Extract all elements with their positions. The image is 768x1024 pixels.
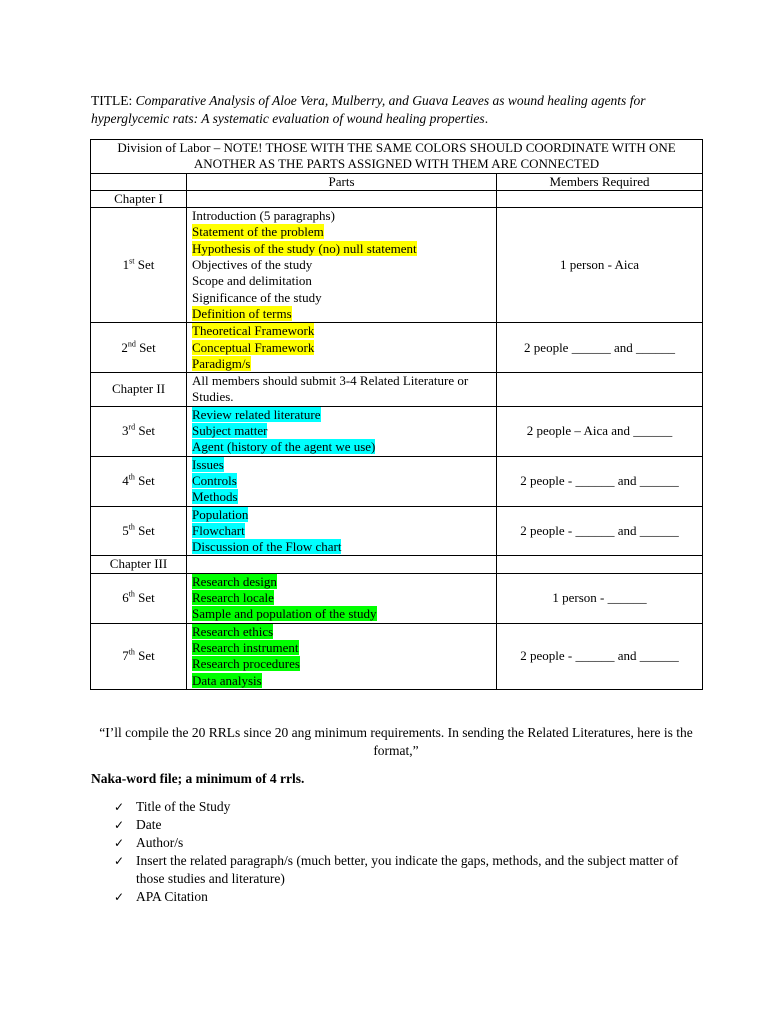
checkmark-icon: ✓ [114, 818, 125, 832]
set-members: 1 person - ______ [497, 573, 703, 623]
part-item [192, 539, 491, 555]
chapter-1-members [497, 190, 703, 207]
part-text: Research ethics [192, 623, 274, 639]
part-item [192, 673, 491, 689]
part-item [192, 523, 491, 539]
column-header-parts: Parts [187, 173, 497, 190]
part-text: Data analysis [192, 672, 262, 688]
part-text: Controls [192, 472, 237, 488]
part-item [192, 340, 491, 356]
set-row [91, 323, 703, 373]
part-item [192, 290, 491, 306]
set-members: 2 people - ______ and ______ [497, 456, 703, 506]
part-text: Discussion of the Flow chart [192, 539, 342, 555]
set-ordinal-suffix: th [128, 589, 135, 599]
set-members: 2 people ______ and ______ [497, 323, 703, 373]
checkmark-icon: ✓ [114, 854, 125, 868]
checklist-item [114, 834, 694, 852]
part-text: Objectives of the study [192, 257, 313, 273]
set-word: Set [135, 423, 156, 439]
part-item [192, 489, 491, 505]
header-empty-cell [91, 173, 187, 190]
set-members: 2 people - ______ and ______ [497, 623, 703, 689]
part-item [192, 457, 491, 473]
set-label [91, 406, 187, 456]
title-suffix: . [484, 111, 489, 126]
set-label [91, 456, 187, 506]
part-item [192, 241, 491, 257]
set-row [91, 623, 703, 689]
part-item [192, 439, 491, 455]
set-parts [187, 573, 497, 623]
title-prefix: TITLE: [91, 93, 136, 108]
set-row [91, 208, 703, 323]
set-word: Set [134, 522, 155, 538]
chapter-row [91, 190, 703, 207]
set-label [91, 208, 187, 323]
set-label [91, 323, 187, 373]
checkmark-icon: ✓ [114, 890, 125, 904]
format-heading: Naka-word file; a minimum of 4 rrls. [91, 771, 305, 786]
part-text: Significance of the study [192, 289, 322, 305]
set-word: Set [134, 590, 155, 606]
part-text: Paradigm/s [192, 355, 251, 371]
chapter-row [91, 373, 703, 407]
checklist-item [114, 852, 694, 888]
part-text: Scope and delimitation [192, 273, 312, 289]
part-item [192, 257, 491, 273]
set-number: 1 [122, 257, 130, 273]
part-text: Population [192, 506, 249, 522]
checkmark-icon: ✓ [114, 836, 125, 850]
set-number: 7 [122, 648, 129, 664]
title-text: Comparative Analysis of Aloe Vera, Mulberry, and Guava Leaves as wound healing agents for hyperglycemic rats: A systematic evaluation of wound healing properties [91, 93, 646, 126]
set-label [91, 506, 187, 556]
set-row [91, 506, 703, 556]
set-word: Set [135, 339, 156, 355]
column-header-members: Members Required [497, 173, 703, 190]
set-parts [187, 623, 497, 689]
checklist-item-text: APA Citation [136, 889, 208, 904]
checklist-item [114, 816, 694, 834]
part-text: Research locale [192, 590, 274, 606]
chapter-1-label: Chapter I [91, 190, 187, 207]
format-checklist [114, 798, 694, 906]
set-members: 1 person - Aica [497, 208, 703, 323]
part-item [192, 640, 491, 656]
part-text: Introduction (5 paragraphs) [192, 208, 335, 224]
part-text: Definition of terms [192, 305, 292, 321]
set-row [91, 573, 703, 623]
part-item [192, 208, 491, 224]
set-ordinal-suffix: th [128, 472, 135, 482]
part-text: Hypothesis of the study (no) null statement [192, 240, 417, 256]
checklist-item-text: Title of the Study [136, 799, 231, 814]
part-item [192, 224, 491, 240]
set-ordinal-suffix: st [129, 256, 135, 266]
table-heading-row [91, 140, 703, 174]
set-number: 4 [122, 472, 129, 488]
part-item [192, 407, 491, 423]
part-text: Research design [192, 573, 277, 589]
set-row [91, 406, 703, 456]
set-parts [187, 406, 497, 456]
part-text: Review related literature [192, 406, 321, 422]
part-text: Statement of the problem [192, 224, 324, 240]
checklist-item [114, 798, 694, 816]
part-item [192, 323, 491, 339]
checklist-item-text: Insert the related paragraph/s (much better, you indicate the gaps, methods, and the subject matter of those studies and literature) [136, 853, 679, 886]
chapter-2-members [497, 373, 703, 407]
part-text: Sample and population of the study [192, 606, 377, 622]
compile-quote: “I’ll compile the 20 RRLs since 20 ang minimum requirements. In sending the Related Literatures, here is the format,” [99, 725, 693, 758]
part-text: Subject matter [192, 423, 268, 439]
checklist-item-text: Date [136, 817, 162, 832]
set-row [91, 456, 703, 506]
set-number: 3 [121, 423, 129, 439]
set-members: 2 people - ______ and ______ [497, 506, 703, 556]
set-label [91, 573, 187, 623]
part-item [192, 356, 491, 372]
set-members: 2 people – Aica and ______ [497, 406, 703, 456]
chapter-3-members [497, 556, 703, 573]
part-item [192, 423, 491, 439]
part-item [192, 590, 491, 606]
chapter-2-label: Chapter II [91, 373, 187, 407]
part-text: Agent (history of the agent we use) [192, 439, 376, 455]
set-parts [187, 506, 497, 556]
set-number: 2 [121, 339, 128, 355]
division-of-labor-table [90, 139, 703, 690]
set-parts [187, 323, 497, 373]
part-text: Research procedures [192, 656, 300, 672]
set-word: Set [134, 257, 155, 273]
part-item [192, 624, 491, 640]
set-ordinal-suffix: rd [128, 422, 136, 432]
part-text: Conceptual Framework [192, 339, 315, 355]
set-parts [187, 456, 497, 506]
set-ordinal-suffix: nd [127, 339, 136, 349]
table-heading: Division of Labor – NOTE! THOSE WITH THE SAME COLORS SHOULD COORDINATE WITH ONE ANOTHER AS THE PARTS ASSIGNED WITH THEM ARE CONNECTED [91, 140, 703, 174]
set-ordinal-suffix: th [128, 647, 135, 657]
part-item [192, 656, 491, 672]
set-label [91, 623, 187, 689]
part-text: Issues [192, 456, 224, 472]
set-ordinal-suffix: th [128, 522, 135, 532]
set-number: 6 [122, 590, 129, 606]
part-text: Research instrument [192, 639, 299, 655]
chapter-row [91, 556, 703, 573]
chapter-3-label: Chapter III [91, 556, 187, 573]
part-item [192, 606, 491, 622]
set-word: Set [134, 472, 155, 488]
checkmark-icon: ✓ [114, 800, 125, 814]
part-item [192, 507, 491, 523]
set-parts [187, 208, 497, 323]
document-title [91, 92, 701, 128]
part-text: Methods [192, 489, 238, 505]
part-item [192, 574, 491, 590]
column-header-row [91, 173, 703, 190]
chapter-2-parts: All members should submit 3-4 Related Literature or Studies. [187, 373, 497, 407]
part-text: Theoretical Framework [192, 323, 315, 339]
set-number: 5 [122, 522, 129, 538]
checklist-item [114, 888, 694, 906]
part-text: Flowchart [192, 522, 245, 538]
part-item [192, 273, 491, 289]
part-item [192, 473, 491, 489]
set-word: Set [134, 648, 155, 664]
chapter-1-parts [187, 190, 497, 207]
part-item [192, 306, 491, 322]
checklist-item-text: Author/s [136, 835, 184, 850]
chapter-3-parts [187, 556, 497, 573]
